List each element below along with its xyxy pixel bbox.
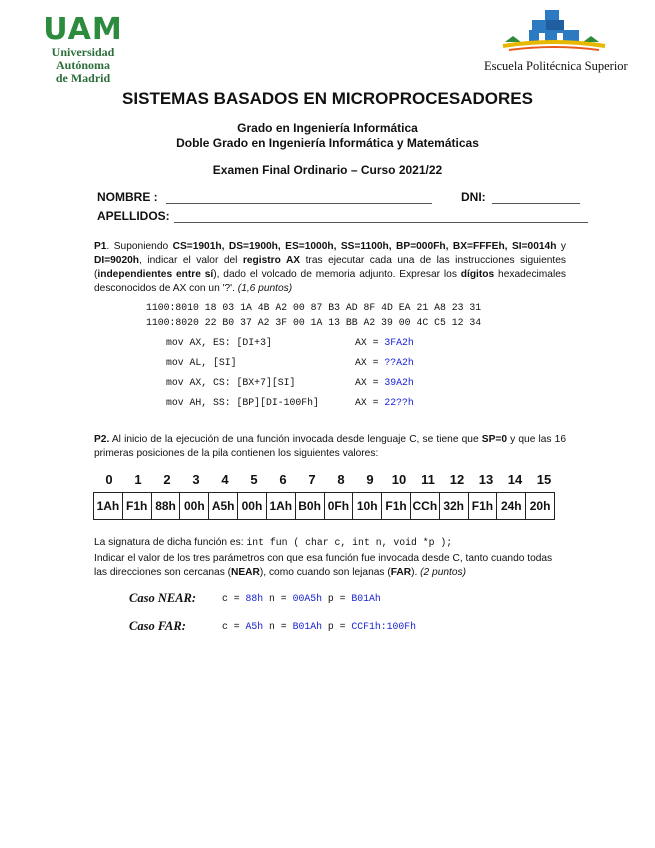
p2-label: P2.: [94, 434, 110, 445]
p2-far: FAR: [390, 567, 412, 578]
stack-index: 6: [279, 472, 287, 487]
stack-index: 10: [391, 472, 407, 487]
stack-index-row: [95, 472, 559, 488]
stack-index: 1: [134, 472, 142, 487]
stack-index: 7: [308, 472, 316, 487]
p2-sp: SP=0: [481, 434, 507, 445]
param-label: c =: [222, 593, 246, 604]
p1-statement: [94, 240, 566, 296]
p1-indep: independientes entre sí: [97, 269, 214, 280]
p2-text: ), como cuando son lejanas (: [259, 567, 391, 578]
stack-cell: A5h: [209, 493, 238, 519]
p2-near: NEAR: [231, 567, 260, 578]
p1-di: DI=9020h: [94, 255, 140, 266]
p2-text: y que las 16 primeras posiciones de la pila contienen los siguientes valores:: [94, 434, 566, 459]
stack-index: 15: [536, 472, 552, 487]
param-c: A5h: [245, 621, 264, 632]
stack-cell: 10h: [353, 493, 382, 519]
p1-label: P1: [94, 241, 107, 252]
stack-index: 12: [449, 472, 465, 487]
param-label: n =: [263, 593, 293, 604]
answer-row: [355, 377, 414, 388]
memory-dump-line: 1100:8020 22 B0 37 A2 3F 00 1A 13 BB A2 39 00 4C C5 12 34: [146, 317, 482, 328]
p1-text: tras ejecutar cada una de las instrucciones siguientes (: [94, 255, 566, 280]
nombre-label: NOMBRE :: [97, 190, 158, 204]
stack-table: [93, 492, 555, 520]
p2-points: (2 puntos): [420, 567, 467, 578]
ax-label: AX =: [355, 397, 385, 408]
param-label: p =: [321, 621, 352, 632]
nombre-line[interactable]: [166, 203, 432, 204]
signature-text: La signatura de dicha función es:: [94, 537, 247, 548]
param-n: B01Ah: [292, 621, 322, 632]
p1-text: . Suponiendo: [106, 241, 173, 252]
p2-text: Indicar el valor de los tres parámetros con que esa función fue invocada desde C, tanto cuando todas las direcciones son cercanas (: [94, 553, 553, 578]
answer: 3FA2h: [384, 337, 414, 348]
p1-reg-ax: registro AX: [242, 255, 301, 266]
caso-near-answer: [222, 593, 381, 604]
ax-label: AX =: [355, 337, 385, 348]
stack-index: 5: [250, 472, 258, 487]
p1-text: ), dado el volcado de memoria adjunto. Expresar los: [213, 269, 461, 280]
stack-cell: CCh: [411, 493, 440, 519]
instruction: mov AX, CS: [BX+7][SI]: [166, 377, 296, 388]
p2-text: ).: [411, 567, 421, 578]
stack-index: 4: [221, 472, 229, 487]
eps-name: Escuela Politécnica Superior: [484, 59, 628, 73]
p1-text: hexadecimales desconocidos de AX con un '?'.: [94, 269, 566, 294]
ax-label: AX =: [355, 377, 385, 388]
signature-code: int fun ( char c, int n, void *p );: [246, 537, 453, 548]
ax-label: AX =: [355, 357, 385, 368]
degree-line-2: Doble Grado en Ingeniería Informática y Matemáticas: [176, 136, 479, 150]
stack-index: 11: [421, 472, 435, 487]
eps-logo-graphic: [499, 8, 609, 52]
param-p: CCF1h:100Fh: [351, 621, 417, 632]
p2-signature: [94, 536, 566, 550]
dni-label: DNI:: [461, 190, 486, 204]
answer: 22??h: [384, 397, 414, 408]
uam-name-line1: Universidad Autónoma: [51, 45, 115, 72]
param-label: c =: [222, 621, 246, 632]
degree-line-1: Grado en Ingeniería Informática: [237, 121, 418, 135]
p2-question: [94, 552, 566, 580]
answer: ??A2h: [384, 357, 414, 368]
uam-mark: UAM: [43, 12, 123, 47]
answer: 39A2h: [384, 377, 414, 388]
p1-text: , indicar el valor del: [139, 255, 243, 266]
param-p: B01Ah: [351, 593, 381, 604]
caso-far-label: Caso FAR:: [129, 619, 186, 633]
stack-cell: 24h: [497, 493, 526, 519]
instruction-row: [166, 397, 319, 408]
stack-cell: 0Fh: [325, 493, 354, 519]
param-label: n =: [263, 621, 293, 632]
instruction-row: [166, 377, 295, 388]
p1-digitos: dígitos: [460, 269, 495, 280]
apellidos-line[interactable]: [174, 222, 588, 223]
param-n: 00A5h: [292, 593, 322, 604]
stack-index: 8: [337, 472, 345, 487]
param-label: p =: [321, 593, 352, 604]
p2-statement: [94, 433, 566, 461]
page-title: SISTEMAS BASADOS EN MICROPROCESADORES: [122, 89, 533, 108]
p1-points: (1,6 puntos): [237, 283, 293, 294]
dni-line[interactable]: [492, 203, 580, 204]
exam-title: Examen Final Ordinario – Curso 2021/22: [212, 163, 443, 177]
caso-far-answer: [222, 621, 416, 632]
stack-index: 14: [507, 472, 523, 487]
param-c: 88h: [245, 593, 264, 604]
instruction: mov AX, ES: [DI+3]: [166, 337, 272, 348]
answer-row: [355, 337, 414, 348]
uam-name-line2: de Madrid: [55, 71, 111, 85]
instruction: mov AL, [SI]: [166, 357, 237, 368]
caso-near-label: Caso NEAR:: [129, 591, 197, 605]
stack-index: 0: [105, 472, 113, 487]
stack-cell: B0h: [296, 493, 325, 519]
stack-cell: 00h: [180, 493, 209, 519]
instruction: mov AH, SS: [BP][DI-100Fh]: [166, 397, 319, 408]
stack-cell: 00h: [238, 493, 267, 519]
stack-index: 13: [478, 472, 494, 487]
stack-index: 3: [192, 472, 200, 487]
stack-index: 2: [163, 472, 171, 487]
p1-text: y: [560, 241, 566, 252]
stack-cell: 88h: [152, 493, 181, 519]
memory-dump-line: 1100:8010 18 03 1A 4B A2 00 87 B3 AD 8F 4D EA 21 A8 23 31: [146, 302, 482, 313]
p2-text: Al inicio de la ejecución de una función invocada desde lenguaje C, se tiene que: [109, 434, 482, 445]
eps-logo: [484, 8, 628, 74]
apellidos-label: APELLIDOS:: [97, 209, 170, 223]
stack-index: 9: [366, 472, 374, 487]
stack-cell: 1Ah: [267, 493, 296, 519]
p1-registers: CS=1901h, DS=1900h, ES=1000h, SS=1100h, BP=000Fh, BX=FFFEh, SI=0014h: [172, 241, 557, 252]
stack-cell: F1h: [382, 493, 411, 519]
answer-row: [355, 397, 414, 408]
stack-cell: 1Ah: [94, 493, 123, 519]
instruction-row: [166, 337, 272, 348]
stack-cell: F1h: [123, 493, 152, 519]
stack-cell: 32h: [440, 493, 469, 519]
stack-cell: 20h: [529, 499, 551, 513]
answer-row: [355, 357, 414, 368]
uam-logo: [26, 12, 140, 85]
stack-cell: F1h: [469, 493, 498, 519]
instruction-row: [166, 357, 237, 368]
